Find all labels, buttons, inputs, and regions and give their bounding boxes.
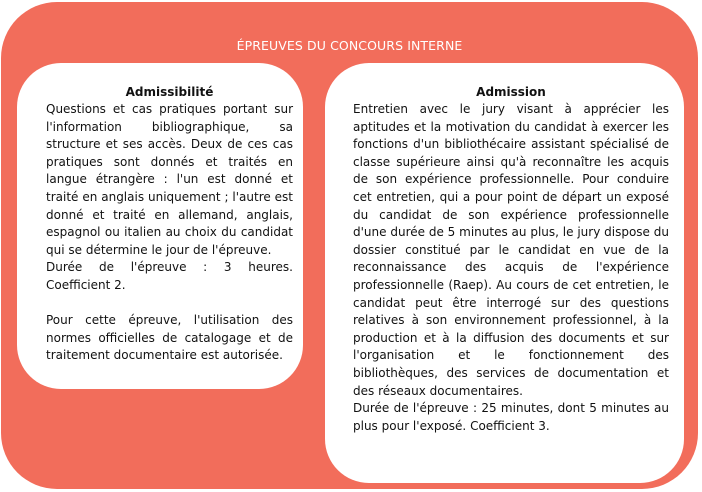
spacer bbox=[46, 295, 293, 313]
admissibilite-note: Pour cette épreuve, l'utilisation des normes officielles de catalogage et de traitement documentaire est autorisée. bbox=[46, 313, 293, 363]
admission-card bbox=[325, 63, 684, 483]
admissibilite-heading: Admissibilité bbox=[125, 85, 214, 99]
page-title: ÉPREUVES DU CONCOURS INTERNE bbox=[236, 38, 463, 53]
admissibilite-card bbox=[17, 63, 303, 389]
admissibilite-duration: Durée de l'épreuve : 3 heures. Coefficient 2. bbox=[46, 260, 293, 292]
admissibilite-description: Questions et cas pratiques portant sur l'information bibliographique, sa structure et ses accès. Deux de ces cas pratiques sont donnés et traités en langue étrangère : l'un est donné et traité en anglais uniquement ; l'autre est donné et traité en allemand, anglais, espagnol ou italien au choix du candidat qui se détermine le jour de l'épreuve. bbox=[46, 102, 293, 257]
outer-frame bbox=[1, 2, 698, 489]
admission-description: Entretien avec le jury visant à apprécier les aptitudes et la motivation du candidat à exercer les fonctions d'un bibliothécaire assistant spécialisé de classe supérieure ainsi qu'à reconnaître les acquis de son expérience professionnelle. Pour conduire cet entretien, qui a pour point de départ un exposé du candidat de son expérience professionnelle d'une durée de 5 minutes au plus, le jury dispose du dossier constitué par le candidat en vue de la reconnaissance des acquis de l'expérience professionnelle (Raep). Au cours de cet entretien, le candidat peut être interrogé sur des questions relatives à son environnement professionnel, à la production et à la diffusion des documents et sur l'organisation et le fonctionnement des bibliothèques, des services de documentation et des réseaux documentaires. bbox=[353, 102, 669, 398]
admission-heading: Admission bbox=[476, 85, 546, 99]
admission-duration: Durée de l'épreuve : 25 minutes, dont 5 minutes au plus pour l'exposé. Coefficient 3. bbox=[353, 401, 669, 433]
